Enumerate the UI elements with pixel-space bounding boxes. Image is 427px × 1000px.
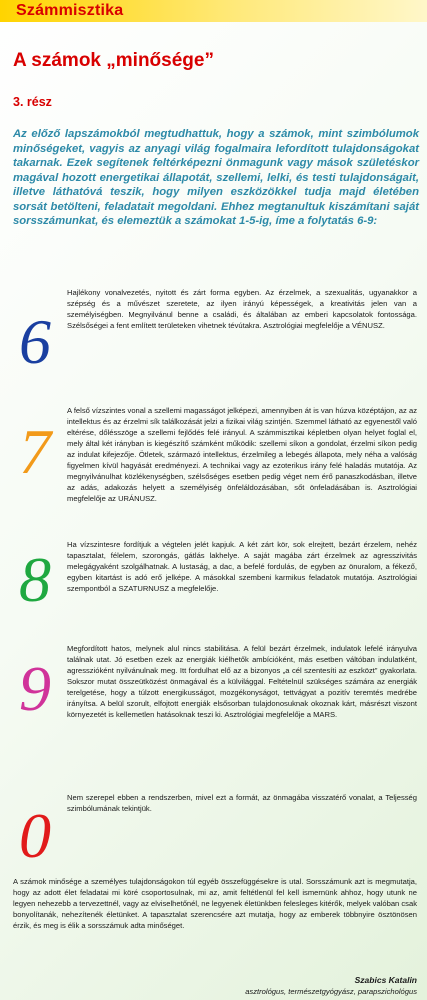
number-six: 6: [19, 306, 51, 377]
author-name: Szabics Katalin: [354, 975, 417, 985]
number-eight: 8: [19, 544, 51, 615]
intro-paragraph: Az előző lapszámokból megtudhattuk, hogy a számok, mint szimbólumok minőségeket, vagyis az anyagi világ fogalmaira lefordított tulajdonságokat takarnak. Ezek segítenek feltérképezni önmagunk vagy mások születéskor magával hozott energetikai állapotát, szellemi, lelki, és testi tulajdonságait, illetve láthatóvá teszik, hogy milyen eszközökkel tudja majd életében sorsát betölteni, feladatait megoldani. Ehhez megtanultuk kiszámítani saját sorsszámunkat, és elemeztük a számokat 1-5-ig, íme a folytatás 6-9:: [13, 128, 419, 227]
section-title: Számmisztika: [16, 2, 124, 19]
closing-paragraph: A számok minősége a személyes tulajdonságokon túl egyéb összefüggésekre is utal. Sorsszámunk azt is megmutatja, hogy az adott élet feladatai mi köré csoportosulnak, mi az, amit feltétlenül fel kell ismernünk ahhoz, hogy utunk ne legyen nehezebb a tervezettnél, vagy az elviselhetőnél, ne legyenek életünkben felesleges kitérők, melyek valóban csak bonyolítanák, nehezítenék életünket. A tapasztalat szerencsére azt mutatja, hogy az emberek többnyire ösztönösen érzik, és meg is élik a sorsszámuk adta minőséget.: [13, 877, 417, 930]
number-nine-text: Megfordított hatos, melynek alul nincs stabilitása. A felül bezárt érzelmek, indulatok lefelé irányulva találnak utat. Jó esetben ezek az energiák kiélhetők ambícióként, más esetben váltóban indulatként, agresszióként nyilvánulnak meg. Itt fordulhat elő az a bizonyos „a cél szentesíti az eszközt” gyakorlata. Sokszor mutat összeütközést önmagával és a külvilággal. Feltételnül szükséges számára az energiák terelgetése, hogy a túlzott energikusságot, mozgékonyságot, tettvágyat a pozitív teremtés medrébe irányítsa. A belül szorult, elfojtott energiák elsősorban tulajdonosuknak okoznak kárt, másrészt viszont környezetét is kellemetlen hatásoknak teszi ki. Asztrológiai megfelelője a MARS.: [67, 644, 417, 719]
number-nine: 9: [19, 653, 51, 724]
number-zero: 0: [19, 800, 51, 871]
number-six-text: Hajlékony vonalvezetés, nyitott és zárt forma egyben. Az érzelmek, a szexualitás, ugyanakkor a szépség és a művészet szeretete, az ilyen irányú képességek, a kreativitás jelen van a személyiségben. Megnyilvánul benne a családi, és általában az emberi kapcsolatok fontossága. Szélsőségei a fent említett területeken vihetnek tévútakra. Asztrológiai megfelelője a VÉNUSZ.: [67, 288, 417, 330]
number-eight-text: Ha vízszintesre fordítjuk a végtelen jelét kapjuk. A két zárt kör, sok elrejtett, bezárt érzelem, nehéz tapasztalat, félelem, szorongás, gátlás lakhelye. A saját magába zárt érzelmek az agresszivitás melegágyaként szolgálhatnak. A lustaság, a dac, a befelé fordulás, de egyben az önuralom, a fékező, egyben kitartást is adó erő jelképe. A másokkal szembeni karmikus feladatok mutatója. Asztrológiai szempontból a SZATURNUSZ a megfelelője.: [67, 540, 417, 593]
header-bar: [0, 0, 427, 22]
number-zero-text: Nem szerepel ebben a rendszerben, mivel ezt a formát, az önmagába visszatérő vonalat, a Teljesség szimbólumának tekintjük.: [67, 793, 417, 813]
number-seven: 7: [19, 416, 51, 487]
part-label: 3. rész: [13, 95, 52, 109]
article-title: A számok „minősége”: [13, 50, 214, 71]
author-description: asztrológus, természetgyógyász, parapszichológus: [245, 987, 417, 996]
number-seven-text: A felső vízszintes vonal a szellemi magasságot jelképezi, amennyiben át is van húzva középtájon, az az intellektus és az érzelmi sík találkozását jelzi a fizikai világ szintjén. Szemmel látható az egyenestől való eltérése, dőlésszöge a szellemi fejlődés felé irányul. A számmisztikai képletben olyan helyet foglal el, mely által két irányban is kiegészítő számként működik: szellemi síkon a gondolat, érzelmi síkon pedig az indulat kifejezője. Ötletek, származó intellektus, érzelmileg a lebegés állapota, mely néha a valóság figyelmen kívül hagyását eredményezi. A technikai vagy az ezoterikus irány felé haladás mutatója. Az megnyilvánulhat közlékenységben, szélsőséges esetben pedig véget nem érő panaszkodásban, illetve az adás, adakozás helyett a személyiség önfeláldozásában, sőt önfeladásában is. Asztrológiai megfelelője az URÁNUSZ.: [67, 406, 417, 503]
